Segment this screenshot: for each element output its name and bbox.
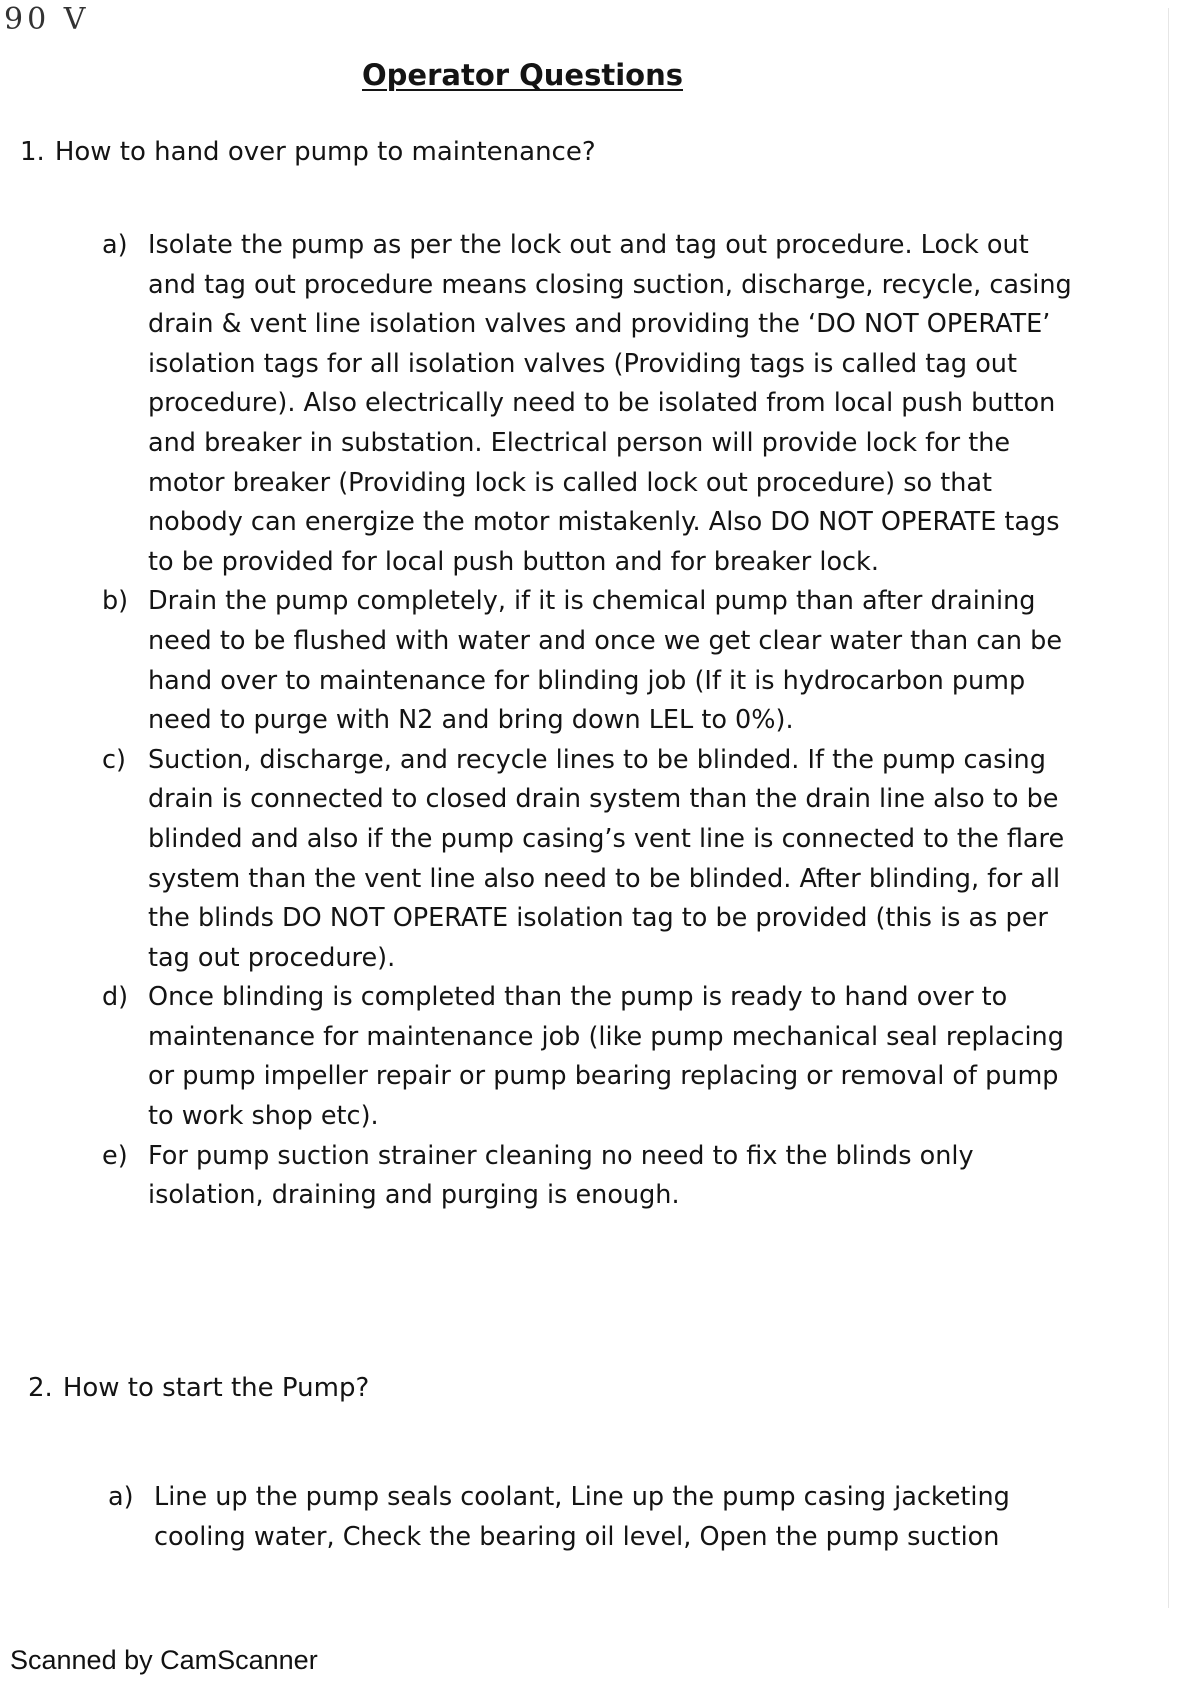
question-text: How to start the Pump?: [62, 1373, 370, 1403]
answer-item: [108, 1478, 1088, 1557]
question-text: How to hand over pump to maintenance?: [54, 137, 596, 167]
scan-edge-line: [1168, 8, 1169, 1608]
scanner-watermark: Scanned by CamScanner: [10, 1645, 318, 1675]
handwritten-margin-note: 90 V: [4, 2, 90, 37]
answer-list-2: [108, 1478, 1088, 1557]
answer-list-1: [102, 226, 1082, 1216]
answer-text: Once blinding is completed than the pump is ready to hand over to maintenance for maintenance job (like pump mechanical seal replacing or pump impeller repair or pump bearing replacing or removal of pump to work shop etc).: [148, 982, 1064, 1132]
answer-item: [102, 582, 1082, 740]
page-title: Operator Questions: [362, 58, 683, 92]
answer-item: [102, 978, 1082, 1136]
answer-text: Line up the pump seals coolant, Line up the pump casing jacketing cooling water, Check the bearing oil level, Open the pump suction: [154, 1482, 1010, 1552]
answer-text: Suction, discharge, and recycle lines to be blinded. If the pump casing drain is connected to closed drain system than the drain line also to be blinded and also if the pump casing’s vent line is connected to the flare system than the vent line also need to be blinded. After blinding, for all the blinds DO NOT OPERATE isolation tag to be provided (this is as per tag out procedure).: [148, 744, 1065, 973]
answer-letter: c): [102, 744, 126, 775]
answer-item: [102, 741, 1082, 979]
answer-letter: b): [102, 586, 129, 617]
question-number: 2.: [28, 1373, 53, 1403]
answer-item: [102, 226, 1082, 582]
answer-text: Drain the pump completely, if it is chemical pump than after draining need to be flushed with water and once we get clear water than can be hand over to maintenance for blinding job (If it is hydrocarbon pump need to purge with N2 and bring down LEL to 0%).: [148, 586, 1063, 736]
answer-letter: d): [102, 982, 129, 1013]
answer-letter: a): [108, 1482, 134, 1512]
answer-text: Isolate the pump as per the lock out and tag out procedure. Lock out and tag out procedure means closing suction, discharge, recycle, casing drain & vent line isolation valves and providing the ‘DO NOT OPERATE’ isolation tags for all isolation valves (Providing tags is called tag out procedure). Also electrically need to be isolated from local push button and breaker in substation. Electrical person will provide lock for the motor breaker (Providing lock is called lock out procedure) so that nobody can energize the motor mistakenly. Also DO NOT OPERATE tags to be provided for local push button and for breaker lock.: [148, 230, 1072, 577]
answer-text: For pump suction strainer cleaning no need to fix the blinds only isolation, draining and purging is enough.: [148, 1140, 974, 1211]
answer-letter: a): [102, 230, 128, 260]
answer-item: [102, 1137, 1082, 1216]
question-1: [20, 134, 596, 170]
question-number: 1.: [20, 137, 45, 167]
answer-letter: e): [102, 1140, 128, 1171]
question-2: [28, 1370, 369, 1406]
